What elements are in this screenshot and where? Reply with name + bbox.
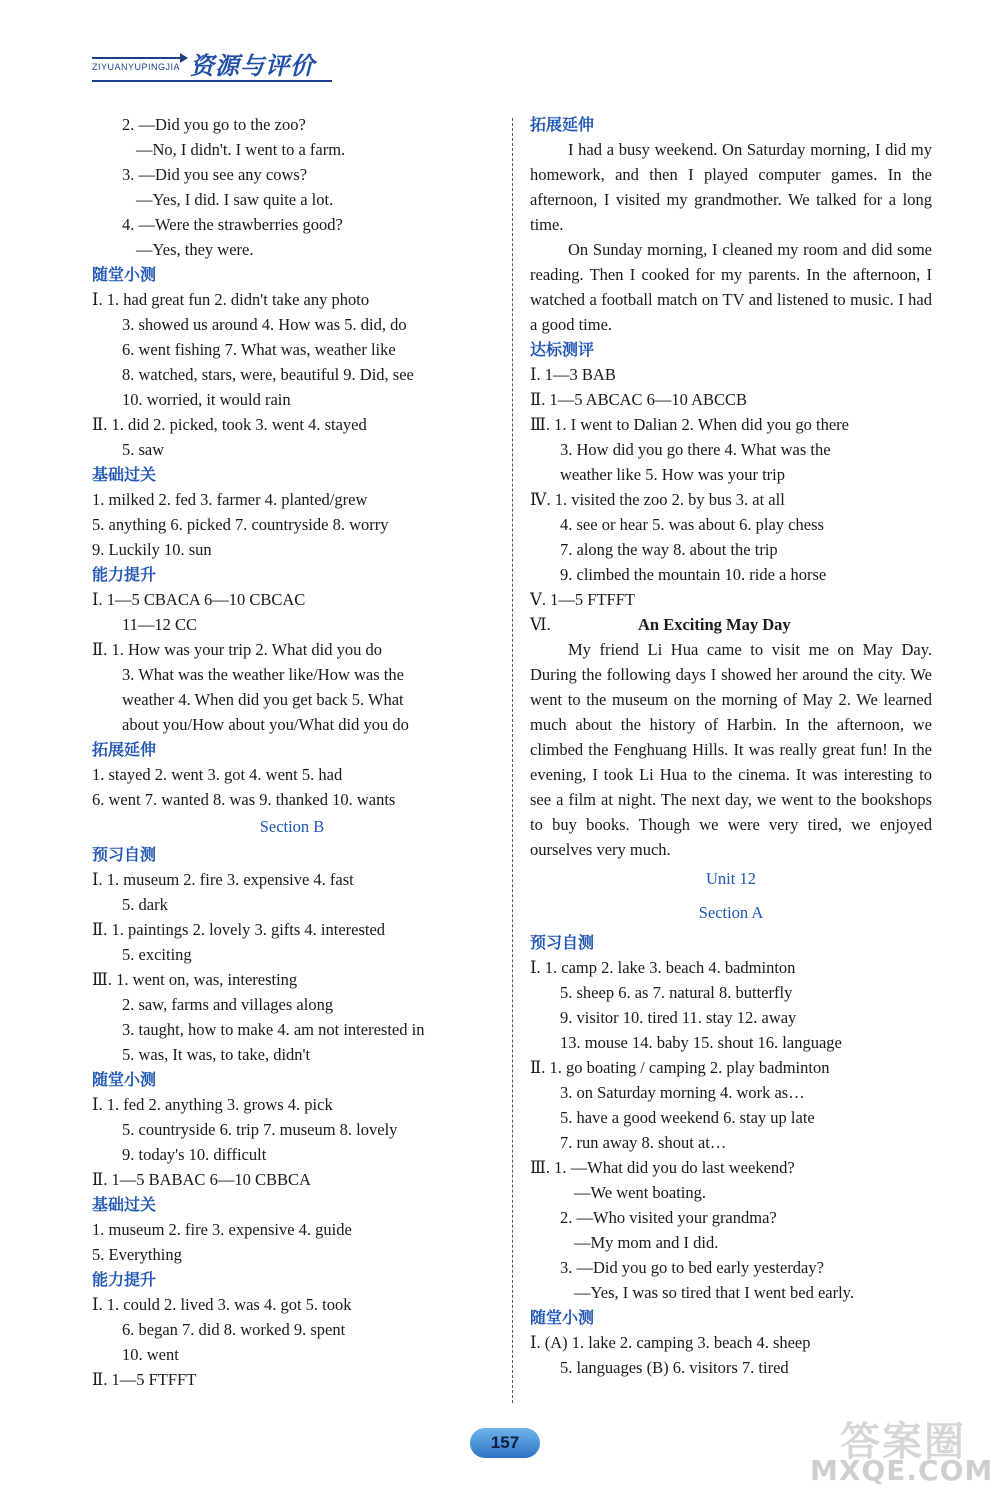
answer-line: weather 4. When did you get back 5. What (122, 690, 404, 709)
essay-title: An Exciting May Day (638, 615, 791, 634)
answer-line: 3. —Did you go to bed early yesterday? (560, 1258, 824, 1277)
answer-line: weather like 5. How was your trip (560, 465, 785, 484)
answer-line: Ⅱ. 1—5 BABAC 6—10 CBBCA (92, 1170, 311, 1189)
essay-paragraph: My friend Li Hua came to visit me on May Day. During the following days I showed her around the city. We went to the museum on the morning of May 2. We learned much about the history of Harbin. In the afternoon, we climbed the Fenghuang Hills. It was really great fun! In the evening, I took Li Hua to the cinema. It was interesting to see a film at night. The next day, we went to the bookshops to buy books. Though we were very tired, we enjoyed ourselves very much. (530, 640, 932, 859)
answer-line: Ⅱ. 1—5 ABCAC 6—10 ABCCB (530, 390, 748, 409)
answer-line: 6. went 7. wanted 8. was 9. thanked 10. wants (92, 790, 396, 809)
logo-pinyin: ZIYUANYUPINGJIA (92, 62, 181, 72)
watermark-text: MXQE.COM (810, 1454, 994, 1487)
answer-line: —We went boating. (574, 1183, 707, 1202)
section-title: Unit 12 (706, 869, 756, 888)
answer-line: 7. run away 8. shout at… (560, 1133, 727, 1152)
section-heading: 达标测评 (530, 340, 595, 359)
answer-line: Ⅱ. 1. How was your trip 2. What did you do (92, 640, 383, 659)
answer-line: 11—12 CC (122, 615, 198, 634)
section-heading: 能力提升 (92, 565, 157, 584)
answer-line: 5. exciting (122, 945, 192, 964)
section-heading: 预习自测 (530, 933, 595, 952)
answer-line: 9. visitor 10. tired 11. stay 12. away (560, 1008, 797, 1027)
answer-line: Ⅱ. 1—5 FTFFT (92, 1370, 197, 1389)
left-column (92, 112, 492, 1392)
answer-line: 8. watched, stars, were, beautiful 9. Did, see (122, 365, 414, 384)
answer-line: Ⅰ. 1. fed 2. anything 3. grows 4. pick (92, 1095, 333, 1114)
answer-line: 1. milked 2. fed 3. farmer 4. planted/grew (92, 490, 368, 509)
answer-line: 4. see or hear 5. was about 6. play chess (560, 515, 824, 534)
section-heading: 拓展延伸 (530, 115, 595, 134)
answer-line: 9. climbed the mountain 10. ride a horse (560, 565, 827, 584)
page-number: 157 (470, 1428, 540, 1458)
answer-line: Ⅲ. 1. went on, was, interesting (92, 970, 298, 989)
answer-line: 3. How did you go there 4. What was the (560, 440, 831, 459)
answer-line: —Yes, they were. (136, 240, 254, 259)
answer-line: Ⅰ. 1. camp 2. lake 3. beach 4. badminton (530, 958, 796, 977)
answer-line: 10. went (122, 1345, 179, 1364)
answer-line: about you/How about you/What did you do (122, 715, 409, 734)
answer-line: 5. languages (B) 6. visitors 7. tired (560, 1358, 789, 1377)
section-heading: 预习自测 (92, 845, 157, 864)
section-title: Section A (698, 903, 764, 922)
answer-line: 5. dark (122, 895, 168, 914)
answer-line: 6. went fishing 7. What was, weather like (122, 340, 396, 359)
question-label-vi (530, 612, 932, 637)
answer-line: 9. Luckily 10. sun (92, 540, 212, 559)
answer-line: 1. stayed 2. went 3. got 4. went 5. had (92, 765, 343, 784)
section-heading: 基础过关 (92, 465, 157, 484)
answer-line: 2. —Did you go to the zoo? (122, 115, 306, 134)
logo-title: 资源与评价 (190, 52, 315, 80)
answer-line: Ⅰ. 1—3 BAB (530, 365, 616, 384)
answer-line: 13. mouse 14. baby 15. shout 16. language (560, 1033, 842, 1052)
answer-line: Ⅴ. 1—5 FTFFT (530, 590, 635, 609)
answer-line: —Yes, I did. I saw quite a lot. (136, 190, 334, 209)
right-column (530, 112, 932, 1380)
answer-line: Ⅲ. 1. I went to Dalian 2. When did you go there (530, 415, 849, 434)
answer-line: —Yes, I was so tired that I went bed early. (574, 1283, 854, 1302)
section-heading: 基础过关 (92, 1195, 157, 1214)
answer-line: 3. taught, how to make 4. am not interested in (122, 1020, 425, 1039)
section-heading: 拓展延伸 (92, 740, 157, 759)
answer-line: 5. saw (122, 440, 165, 459)
answer-line: Ⅰ. 1. museum 2. fire 3. expensive 4. fast (92, 870, 354, 889)
column-divider (512, 118, 513, 1403)
answer-line: 7. along the way 8. about the trip (560, 540, 778, 559)
answer-line: 2. —Who visited your grandma? (560, 1208, 777, 1227)
watermark-glyph: 答案圈 (840, 1419, 966, 1465)
answer-line: Ⅱ. 1. paintings 2. lovely 3. gifts 4. interested (92, 920, 386, 939)
answer-line: 5. anything 6. picked 7. countryside 8. worry (92, 515, 389, 534)
essay-paragraph: I had a busy weekend. On Saturday morning, I did my homework, and then I played computer games. In the afternoon, I visited my grandmother. We talked for a long time. (530, 140, 932, 234)
answer-line: 1. museum 2. fire 3. expensive 4. guide (92, 1220, 352, 1239)
arrow-icon (92, 57, 182, 59)
answer-line: Ⅰ. 1. could 2. lived 3. was 4. got 5. took (92, 1295, 352, 1314)
answer-line: 3. What was the weather like/How was the (122, 665, 404, 684)
answer-line: Ⅰ. 1. had great fun 2. didn't take any photo (92, 290, 370, 309)
answer-line: Ⅰ. (A) 1. lake 2. camping 3. beach 4. sheep (530, 1333, 811, 1352)
answer-line: 3. on Saturday morning 4. work as… (560, 1083, 805, 1102)
answer-line: 5. Everything (92, 1245, 182, 1264)
answer-line: 10. worried, it would rain (122, 390, 291, 409)
answer-line: 2. saw, farms and villages along (122, 995, 334, 1014)
section-heading: 随堂小测 (92, 1070, 157, 1089)
answer-line: 3. —Did you see any cows? (122, 165, 308, 184)
answer-line: 4. —Were the strawberries good? (122, 215, 343, 234)
answer-line: Ⅱ. 1. go boating / camping 2. play badminton (530, 1058, 830, 1077)
page-header (92, 40, 352, 90)
section-heading: 能力提升 (92, 1270, 157, 1289)
watermark-logo (810, 1410, 994, 1490)
header-rule (92, 80, 332, 82)
answer-line: 5. countryside 6. trip 7. museum 8. lovely (122, 1120, 398, 1139)
answer-line: 5. was, It was, to take, didn't (122, 1045, 311, 1064)
question-number: Ⅵ. (530, 615, 551, 634)
answer-line: Ⅳ. 1. visited the zoo 2. by bus 3. at all (530, 490, 785, 509)
section-heading: 随堂小测 (92, 265, 157, 284)
section-heading: 随堂小测 (530, 1308, 595, 1327)
answer-line: —No, I didn't. I went to a farm. (136, 140, 346, 159)
answer-line: Ⅲ. 1. —What did you do last weekend? (530, 1158, 795, 1177)
answer-line: 5. sheep 6. as 7. natural 8. butterfly (560, 983, 793, 1002)
essay-paragraph: On Sunday morning, I cleaned my room and did some reading. Then I cooked for my parents. In the afternoon, I watched a football match on TV and listened to music. I had a good time. (530, 240, 932, 334)
section-title: Section B (259, 817, 325, 836)
answer-line: 5. have a good weekend 6. stay up late (560, 1108, 815, 1127)
answer-line: 3. showed us around 4. How was 5. did, do (122, 315, 407, 334)
answer-line: Ⅱ. 1. did 2. picked, took 3. went 4. stayed (92, 415, 367, 434)
answer-line: Ⅰ. 1—5 CBACA 6—10 CBCAC (92, 590, 306, 609)
answer-line: 6. began 7. did 8. worked 9. spent (122, 1320, 346, 1339)
answer-line: 9. today's 10. difficult (122, 1145, 267, 1164)
answer-line: —My mom and I did. (574, 1233, 719, 1252)
